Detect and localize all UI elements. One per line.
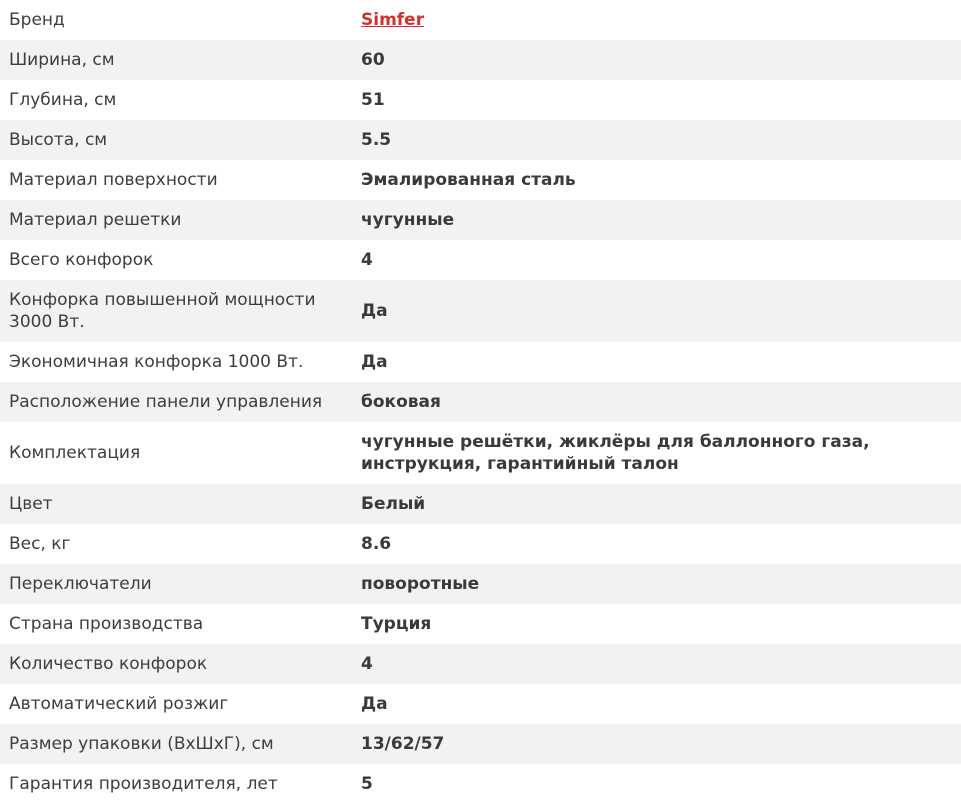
spec-value: чугунные [361,210,455,230]
spec-label: Переключатели [9,574,152,594]
spec-value: 5 [361,774,373,794]
spec-label: Конфорка повышенной мощности 3000 Вт. [9,290,316,332]
spec-row-height [0,120,961,160]
spec-label: Вес, кг [9,534,71,554]
spec-label: Цвет [9,494,53,514]
spec-value: 60 [361,50,385,70]
spec-label: Глубина, см [9,90,117,110]
spec-value: 51 [361,90,385,110]
spec-row-high-power-burner [0,280,961,342]
spec-value: боковая [361,392,441,412]
spec-value: Турция [361,614,432,634]
spec-row-warranty [0,764,961,801]
spec-label: Бренд [9,10,65,30]
spec-row-package-contents [0,422,961,484]
spec-value: Да [361,694,388,714]
spec-label: Автоматический розжиг [9,694,229,714]
spec-label: Высота, см [9,130,108,150]
spec-label: Комплектация [9,443,141,463]
spec-row-weight [0,524,961,564]
spec-label: Количество конфорок [9,654,208,674]
brand-link[interactable]: Simfer [361,10,425,30]
spec-row-economy-burner [0,342,961,382]
spec-value: Белый [361,494,426,514]
spec-value: 8.6 [361,534,392,554]
spec-row-depth [0,80,961,120]
spec-value: поворотные [361,574,480,594]
spec-row-package-size [0,724,961,764]
spec-label: Страна производства [9,614,204,634]
spec-row-brand [0,0,961,40]
spec-value: 4 [361,250,373,270]
spec-row-burner-count [0,644,961,684]
spec-row-grate-material [0,200,961,240]
spec-label: Материал поверхности [9,170,218,190]
spec-value: Да [361,301,388,321]
spec-value: 4 [361,654,373,674]
spec-label: Экономичная конфорка 1000 Вт. [9,352,304,372]
spec-value: Эмалированная сталь [361,170,576,190]
spec-value: Да [361,352,388,372]
spec-label: Ширина, см [9,50,115,70]
spec-row-control-panel [0,382,961,422]
spec-value: чугунные решётки, жиклёры для баллонного газа, инструкция, гарантийный талон [361,432,870,474]
spec-row-surface-material [0,160,961,200]
spec-value: 13/62/57 [361,734,445,754]
spec-label: Гарантия производителя, лет [9,774,278,794]
spec-label: Материал решетки [9,210,182,230]
spec-row-color [0,484,961,524]
spec-value [352,9,961,31]
spec-row-auto-ignition [0,684,961,724]
spec-label: Расположение панели управления [9,392,323,412]
spec-row-country [0,604,961,644]
spec-label: Размер упаковки (ВхШхГ), см [9,734,274,754]
spec-value: 5.5 [361,130,392,150]
spec-row-width [0,40,961,80]
spec-row-total-burners [0,240,961,280]
spec-row-switches [0,564,961,604]
spec-label: Всего конфорок [9,250,154,270]
